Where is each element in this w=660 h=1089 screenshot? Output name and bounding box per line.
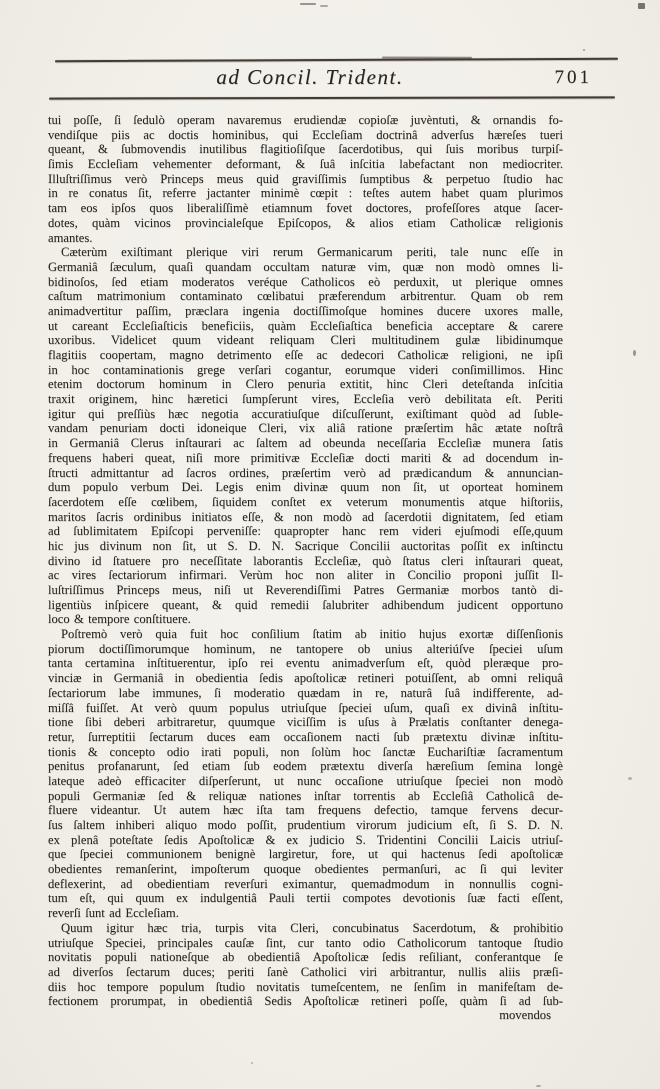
text-line: divino id ſtatuere pro neceſſitate laborantis Eccleſiæ, quò ſtatus cleri inſtaurari queat, bbox=[48, 553, 563, 568]
text-line: ex plenâ poteſtate ſedis Apoſtolicæ & ex judicio S. Tridentini Concilii Laicis utriuſ- bbox=[48, 832, 563, 847]
text-line: ſus ſaltem inhiberi aliquo modo poſſit, prudentium virorum judicium eſt, ſi S. D. N. bbox=[48, 818, 563, 832]
ink-speck bbox=[633, 350, 636, 356]
text-line: fectionem prorumpat, in obedientiâ Sedis Apoſtolicæ retineri poſſe, quàm ſi ad ſub- bbox=[48, 994, 563, 1009]
text-line: novitatis populi nationeſque ab obedientiâ Apoſtolicæ ſedis reſiliant, conferantque ſe bbox=[48, 950, 563, 965]
text-line: Quum igitur hæc tria, turpis vita Cleri, concubinatus Sacerdotum, & prohibitio bbox=[61, 920, 563, 935]
text-line: traxit originem, hinc hæretici ſumpſerunt vires, Eccleſia verò debilitata eſt. Periti bbox=[48, 392, 563, 407]
text-line: piorum doctiſſimorumque hominum, ne tantopere ob unius alteriúſve ſpeciei uſum bbox=[48, 641, 563, 656]
text-line: hic jus divinum non ſit, ut S. D. N. Sacrique Concilii auctoritas poſſit ex inſtinctu bbox=[48, 538, 563, 553]
text-line: frequens haberi queat, niſi more primitivæ Eccleſiæ docti mariti & ad docendum in- bbox=[48, 450, 563, 465]
text-line: Poſtremò verò quia fuit hoc conſilium ſtatim ab initio hujus exortæ diſſenſionis bbox=[61, 627, 563, 642]
text-line: tum eſt, qui quum ex indulgentiâ Pauli tertii compotes devotionis ſuæ facti eſſent, bbox=[48, 891, 563, 906]
text-line: amantes. bbox=[48, 230, 93, 245]
text-line: ligentiùs inſpicere queant, & quid remedii ſalubriter adhibendum judicent opportuno bbox=[48, 597, 563, 612]
catchword: movendos bbox=[499, 1008, 551, 1022]
ink-speck bbox=[628, 777, 632, 780]
header-rule-bottom bbox=[49, 96, 615, 100]
text-line: ad diverſos ſectarum duces; periti ſanè Catholici viri arbitrantur, nullis aliis præſi- bbox=[48, 964, 563, 979]
ink-speck bbox=[320, 5, 328, 7]
text-line: Germaniâ ſæculum, quaſi quandam occultam naturæ vim, quæ non modò omnes li- bbox=[48, 259, 563, 274]
text-line: dum populo verbum Dei. Legis enim divinæ quum non ſit, ut oporteat hominem bbox=[48, 480, 563, 495]
text-line: bidinoſos, ſed etiam moderatos veréque Catholicos eò perduxit, ut plerique omnes bbox=[48, 274, 563, 289]
text-line: Cæterùm exiſtimant plerique viri rerum Germanicarum periti, tale nunc eſſe in bbox=[61, 245, 563, 260]
ink-speck bbox=[638, 3, 645, 9]
ink-speck bbox=[583, 49, 585, 51]
text-line: igitur qui preſſiùs hæc negotia accuratiuſque diſcuſſerunt, exiſtimant quòd ad ſuble- bbox=[48, 406, 563, 421]
text-line: diis hoc tempore populum ſtudio novitatis tumeſcentem, ne ſenſim in manifeſtam de- bbox=[48, 979, 563, 994]
text-line: reverſi ſunt ad Eccleſiam. bbox=[48, 906, 179, 921]
text-line: tione ſibi deberi arbitraretur, quumque viciſſim is uſus à Prælatis conſtanter denega- bbox=[48, 715, 563, 730]
text-line: fluere videantur. Ut autem hæc iſta tam frequens defectio, tamque fervens decur- bbox=[48, 803, 563, 818]
paragraph bbox=[48, 245, 563, 627]
text-line: tionis & concepto odio irati populi, non ſolùm hoc ſanctæ Euchariſtiæ ſacramentum bbox=[48, 744, 563, 759]
text-line: obedientes remanſerint, impoſterum quoque obedientes permanſuri, ac ſi qui leviter bbox=[48, 862, 563, 877]
text-line: maritos ſacris ordinibus initiatos eſſe, & non modò ad ſacerdotii dignitatem, ſed etiam bbox=[48, 509, 563, 524]
text-line: luſtriſſimus Princeps meus, niſi ut Reverendiſſimi Patres Germaniæ morbos tantò di- bbox=[48, 583, 563, 597]
text-line: in Germaniâ Clerus inſtaurari ac ſaltem ad obeunda neceſſaria Eccleſiæ munera ſatis bbox=[48, 436, 563, 451]
text-line: ut careant Eccleſiaſticis beneficiis, quàm Eccleſiaſtica beneficia acceptare & carere bbox=[48, 318, 563, 333]
paragraph bbox=[48, 921, 563, 1009]
page-number: 701 bbox=[554, 67, 592, 88]
ink-speck bbox=[251, 1062, 253, 1064]
text-line: penitus profanarunt, ſed etiam ſub eodem prætextu diverſa hæreſium ſemina longè bbox=[48, 759, 563, 774]
text-line: dotes, quàm vicinos provincialeſque Epiſcopos, & alios etiam Catholicæ religionis bbox=[48, 215, 563, 230]
text-line: tui poſſe, ſi ſedulò operam navaremus erudiendæ copioſæ juvèntuti, & ornandis fo- bbox=[48, 113, 563, 127]
text-block bbox=[48, 113, 563, 1009]
text-line: ſacerdotem eſſe cœlibem, ſiquidem conſtet ex veterum monumentis atque hiſtoriis, bbox=[48, 494, 563, 509]
text-line: in re conatus ſit, referre jactanter minimè cœpit : teſtes autem habet quam plurimos bbox=[48, 186, 563, 201]
text-line: deflexerint, ad obedientiam reverſuri eximantur, quemadmodum in nonnullis cogni- bbox=[48, 876, 563, 891]
text-line: que ſpeciei communionem benignè largiretur, fore, ut qui hactenus ſedi apoſtolicæ bbox=[48, 847, 563, 862]
text-line: ſimis Eccleſiam vehementer deformant, & ſuâ inſcitia labefactant non mediocriter. bbox=[48, 157, 563, 172]
text-line: vinciæ in Germaniâ in obedientia ſedis apoſtolicæ retineri potuiſſent, ab omni reliquâ bbox=[48, 671, 563, 686]
text-line: etenim doctorum hominum in Clero penuria extitit, hinc Cleri deteſtanda inſcitia bbox=[48, 377, 563, 392]
header-rule-top bbox=[55, 58, 618, 63]
text-line: ac vires ſectariorum infirmari. Verùm hoc non aliter in Concilio proponi juſſit Il- bbox=[48, 568, 563, 583]
catchword-row bbox=[48, 1008, 563, 1023]
page-header bbox=[50, 63, 618, 97]
text-line: lateque adeò efficaciter diſperſerunt, ut nunc occaſione utriuſque ſpeciei non modò bbox=[48, 773, 563, 788]
text-line: populi Germaniæ ſed & reliquæ nationes inſtar torrentis ab Eccleſiâ Catholicâ de- bbox=[48, 788, 563, 803]
paragraph bbox=[48, 113, 563, 245]
ink-speck bbox=[536, 1085, 541, 1087]
text-line: flagitiis coopertam, magno detrimento eſſe ac dedecori Catholicæ religioni, ne ipſi bbox=[48, 348, 563, 362]
text-line: caſtum matrimonium contaminato cœlibatui præferendum arbitrentur. Quam ob rem bbox=[48, 289, 563, 304]
text-line: queant, & ſubmovendis inutilibus flagitioſiſque ſacerdotibus, qui ſuis moribus turpiſ- bbox=[48, 142, 563, 157]
running-title: ad Concil. Trident. bbox=[216, 65, 404, 89]
text-line: in hoc contaminationis grege verſari cogantur, eorumque videri conſimillimos. Hinc bbox=[48, 362, 563, 377]
text-line: ſtructi admittantur ad ſacros ordines, præſertim verò ad prædicandum & annuncian- bbox=[48, 465, 563, 480]
text-line: loco & tempore conſtituere. bbox=[48, 612, 191, 627]
text-line: tanta certamina inſtituerentur, ipſo rei eventu animadverſum eſt, quòd pleræque pro- bbox=[48, 656, 563, 671]
text-line: Illuſtriſſimus verò Princeps meus quid graviſſimis ſumptibus & perpetuo ſtudio hac bbox=[48, 171, 563, 186]
text-line: vandam penuriam docti idoneique Cleri, vix aliâ ratione præſertim hâc ætate noſtrâ bbox=[48, 421, 563, 436]
text-line: animadvertitur paſſim, præclara ingenia doctiſſimoſque homines ducere uxores malle, bbox=[48, 303, 563, 318]
text-line: uxoribus. Videlicet quum videant reliquam Cleri multitudinem gulæ libidinumque bbox=[48, 333, 563, 348]
text-line: tam eos ipſos quos liberaliſſimè etiamnum fovet doctores, profeſſores atque ſacer- bbox=[48, 201, 563, 216]
paragraph bbox=[48, 627, 563, 921]
text-line: retur, ſurreptitii ſectarum duces eam occaſionem nacti ſub prætextu divinæ inſtitu- bbox=[48, 729, 563, 744]
ink-speck bbox=[300, 3, 316, 5]
text-line: utriuſque Speciei, principales cauſæ ſint, cur tanto odio Catholicorum tantoque ſtudio bbox=[48, 935, 563, 950]
text-line: vendiſque piis ac doctis hominibus, qui Eccleſiam doctrinâ adverſus hæreſes tueri bbox=[48, 127, 563, 142]
text-line: miſſâ fuiſſet. At verò quum populus utriuſque ſpeciei uſum, quaſi ex divinâ inſtitu- bbox=[48, 700, 563, 715]
text-line: ſectariorum labe immunes, ſi moderatio quædam in re, naturâ ſuâ indifferente, ad- bbox=[48, 685, 563, 700]
text-line: ad ſublimitatem Epiſcopi perveniſſe: quapropter hanc rem videri ejuſmodi eſſe,quum bbox=[48, 524, 563, 539]
